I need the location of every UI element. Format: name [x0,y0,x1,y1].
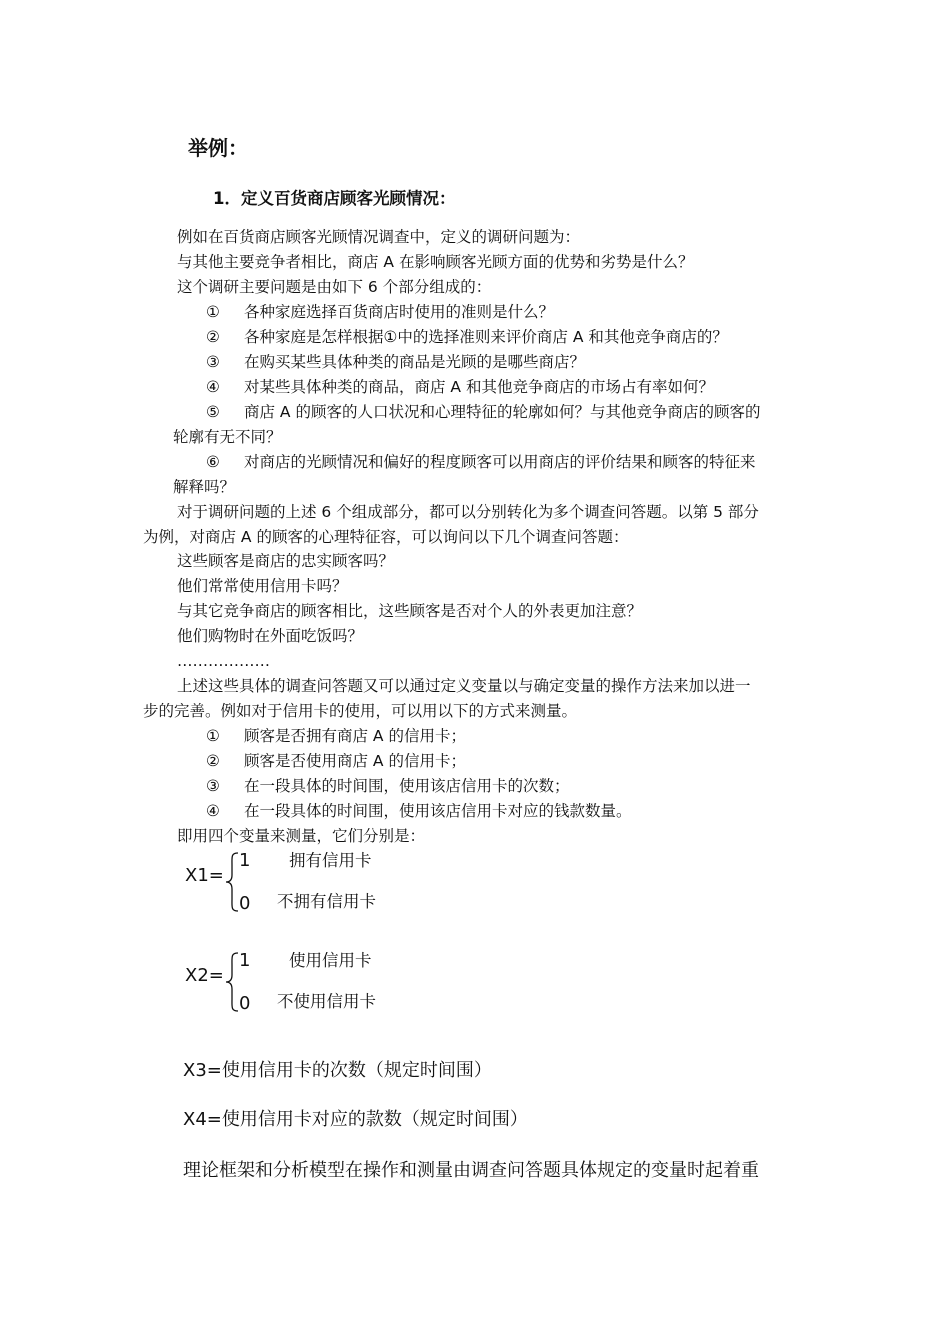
x1-zero-text: 不拥有信用卡 [277,892,376,911]
part-item-5 [206,401,760,423]
measure-item-3 [206,775,570,797]
part-item-6 [206,451,756,473]
part-number: ③ [206,353,220,371]
variables-intro: 即用四个变量来测量，它们分别是： [177,827,426,845]
part-item-5-continued: 轮廓有无不同？ [173,428,282,446]
measure-number: ② [206,752,220,770]
part-number: ② [206,328,220,346]
measure-number: ③ [206,777,220,795]
x2-one: 1 [239,950,251,971]
part-item-2 [206,326,728,348]
part-item-6-continued: 解释吗？ [173,478,236,496]
x1-one: 1 [239,850,251,871]
part-number: ⑤ [206,403,220,421]
question-3: 与其它竞争商店的顾客相比，这些顾客是否对个人的外表更加注意？ [177,602,643,620]
part-item-1 [206,301,554,323]
measure-item-1 [206,725,466,747]
x2-brace [224,951,240,1013]
measure-text: 在一段具体的时间围，使用该店信用卡对应的钱款数量。 [244,802,632,820]
section-title: 1．定义百货商店顾客光顾情况： [213,189,456,208]
heading: 举例： [188,136,248,160]
intro-line-2: 与其他主要竞争者相比，商店 A 在影响顾客光顾方面的优势和劣势是什么？ [177,253,694,271]
question-1: 这些顾客是商店的忠实顾客吗？ [177,552,395,570]
part-text: 对商店的光顾情况和偏好的程度顾客可以用商店的评价结果和顾客的特征来 [244,453,756,471]
x1-zero: 0 [239,893,251,914]
x1-label: X1= [185,865,224,886]
x2-zero-text: 不使用信用卡 [277,992,376,1011]
measure-text: 在一段具体的时间围，使用该店信用卡的次数； [244,777,570,795]
x2-label: X2= [185,965,224,986]
intro-line-3: 这个调研主要问题是由如下 6 个部分组成的： [177,278,492,296]
part-text: 在购买某些具体种类的商品是光顾的是哪些商店？ [244,353,586,371]
paragraph-2-line-1: 对于调研问题的上述 6 个组成部分，都可以分别转化为多个调查问答题。以第 5 部分 [177,503,759,521]
closing-paragraph: 理论框架和分析模型在操作和测量由调查问答题具体规定的变量时起着重 [183,1160,759,1181]
part-text: 各种家庭选择百货商店时使用的准则是什么？ [244,303,555,321]
part-text: 对某些具体种类的商品，商店 A 和其他竞争商店的市场占有率如何？ [244,378,714,396]
part-number: ⑥ [206,453,220,471]
measure-item-2 [206,750,466,772]
x3-definition: X3=使用信用卡的次数（规定时间围） [183,1060,492,1081]
part-item-3 [206,351,585,373]
question-2: 他们常常使用信用卡吗？ [177,577,348,595]
part-text: 各种家庭是怎样根据①中的选择准则来评价商店 A 和其他竞争商店的？ [244,328,728,346]
paragraph-2-line-2: 为例，对商店 A 的顾客的心理特征容，可以询问以下几个调查问答题： [143,528,629,546]
measure-number: ④ [206,802,220,820]
x1-one-text: 拥有信用卡 [289,851,372,870]
measure-text: 顾客是否拥有商店 A 的信用卡； [244,727,466,745]
x2-zero: 0 [239,993,251,1014]
question-4: 他们购物时在外面吃饭吗？ [177,627,364,645]
ellipsis-line: ……………… [177,652,270,670]
measure-number: ① [206,727,220,745]
part-item-4 [206,376,714,398]
measure-item-4 [206,800,632,822]
x2-one-text: 使用信用卡 [289,951,372,970]
paragraph-3-line-2: 步的完善。例如对于信用卡的使用，可以用以下的方式来测量。 [143,702,578,720]
x1-brace [224,851,240,913]
x4-definition: X4=使用信用卡对应的款数（规定时间围） [183,1109,528,1130]
part-number: ④ [206,378,220,396]
paragraph-3-line-1: 上述这些具体的调查问答题又可以通过定义变量以与确定变量的操作方法来加以进一 [177,677,751,695]
part-number: ① [206,303,220,321]
intro-line-1: 例如在百货商店顾客光顾情况调查中，定义的调研问题为： [177,228,581,246]
measure-text: 顾客是否使用商店 A 的信用卡； [244,752,466,770]
part-text: 商店 A 的顾客的人口状况和心理特征的轮廓如何？与其他竞争商店的顾客的 [244,403,761,421]
